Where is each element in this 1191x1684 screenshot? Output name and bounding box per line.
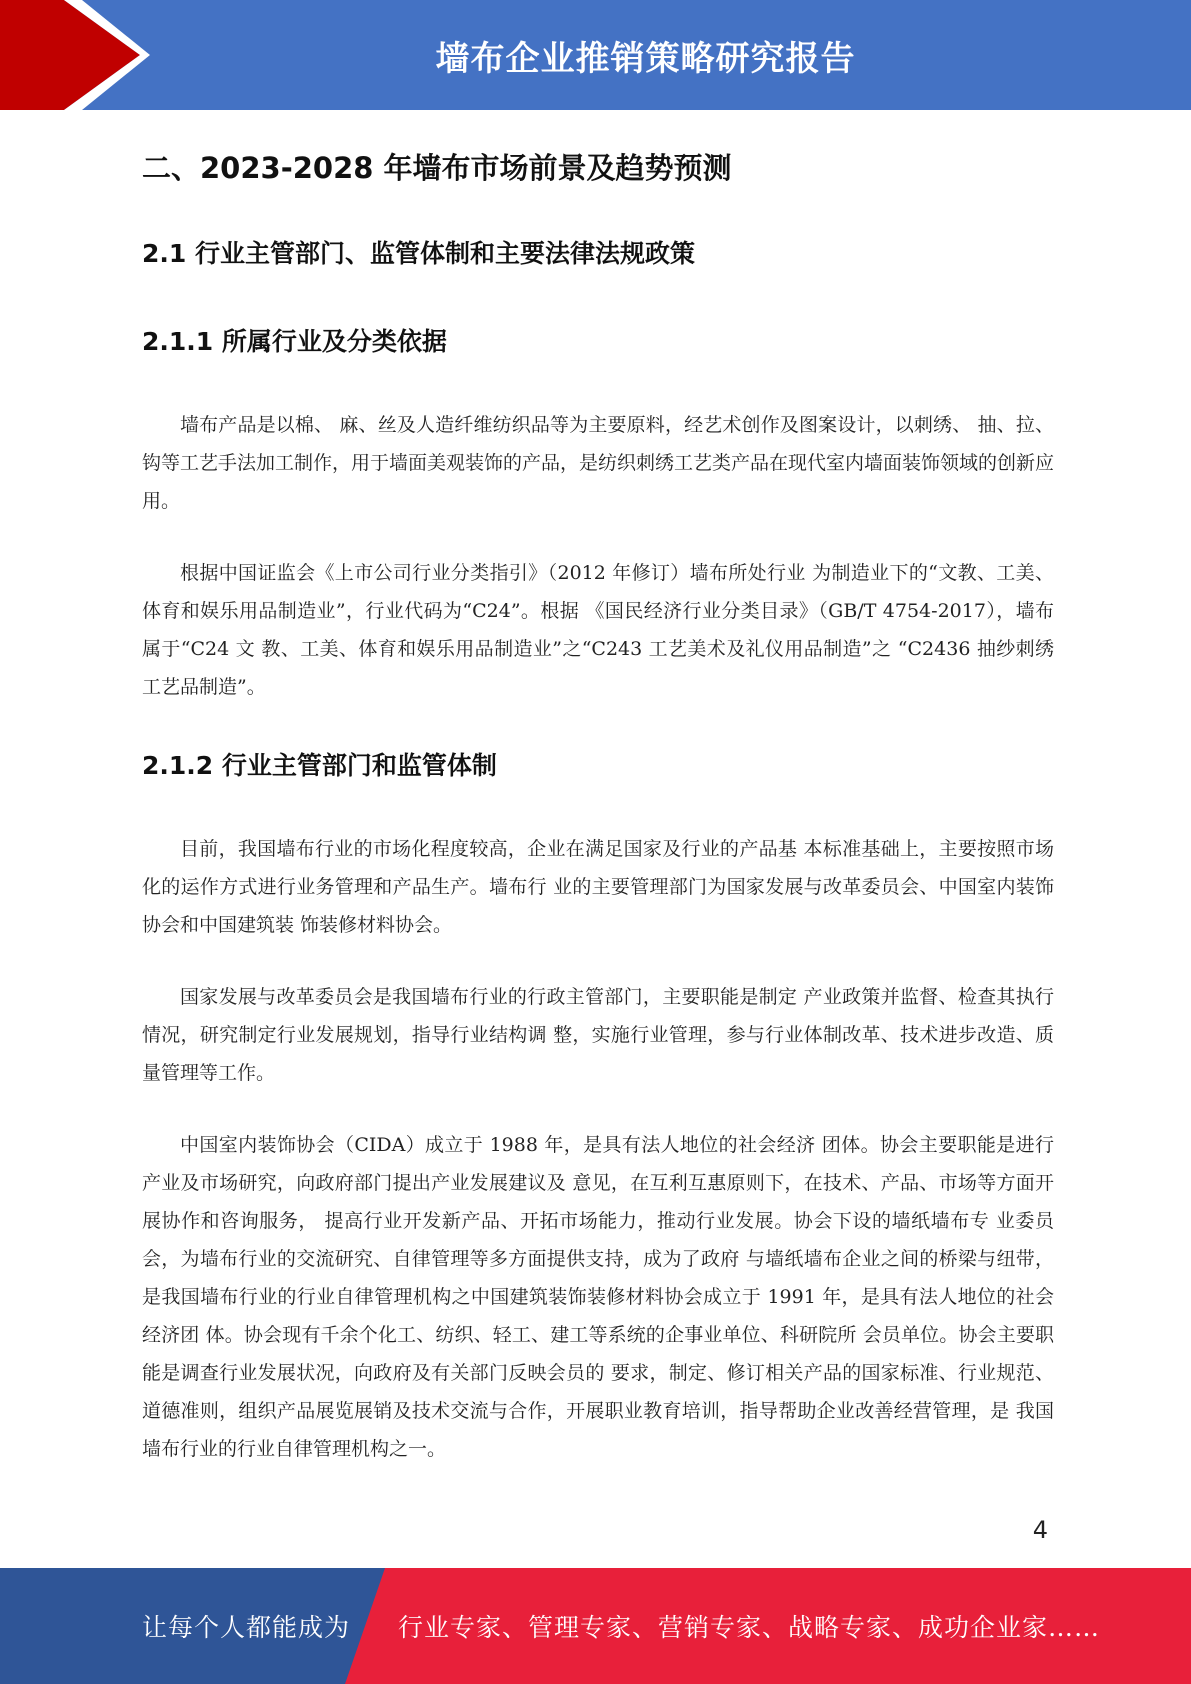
report-title: 墙布企业推销策略研究报告	[435, 38, 856, 79]
header-band	[0, 0, 1191, 110]
paragraph: 国家发展与改革委员会是我国墙布行业的行政主管部门，主要职能是制定 产业政策并监督、检查其执行情况，研究制定行业发展规划，指导行业结构调 整，实施行业管理，参与行业体制改革、技术进步改造、质量管理等工作。	[142, 986, 1054, 1084]
paragraph: 中国室内装饰协会（CIDA）成立于 1988 年，是具有法人地位的社会经济 团体。协会主要职能是进行产业及市场研究，向政府部门提出产业发展建议及 意见，在互利互惠原则下，在技术、产品、市场等方面开展协作和咨询服务， 提高行业开发新产品、开拓市场能力，推动行业发展。协会下设的墙纸墙布专 业委员会，为墙布行业的交流研究、自律管理等多方面提供支持，成为了政府 与墙纸墙布企业之间的桥梁与纽带，是我国墙布行业的行业自律管理机构之中国建筑装饰装修材料协会成立于 1991 年，是具有法人地位的社会经济团 体。协会现有千余个化工、纺织、轻工、建工等系统的企事业单位、科研院所 会员单位。协会主要职能是调查行业发展状况，向政府及有关部门反映会员的 要求，制定、修订相关产品的国家标准、行业规范、道德准则，组织产品展览展销及技术交流与合作，开展职业教育培训，指导帮助企业改善经营管理，是 我国墙布行业的行业自律管理机构之一。	[142, 1134, 1054, 1460]
footer-slogan-right: 行业专家、管理专家、营销专家、战略专家、成功企业家……	[398, 1613, 1101, 1642]
page-number: 4	[1032, 1516, 1048, 1544]
section-title: 二、2023-2028 年墙布市场前景及趋势预测	[142, 151, 732, 185]
footer-band	[0, 1568, 1191, 1684]
paragraph: 根据中国证监会《上市公司行业分类指引》（2012 年修订）墙布所处行业 为制造业下的“文教、工美、体育和娱乐用品制造业”，行业代码为“C24”。根据 《国民经济行业分类目录》（GB/T 4754-2017），墙布属于“C24 文 教、工美、体育和娱乐用品制造业”之“C243 工艺美术及礼仪用品制造”之 “C2436 抽纱刺绣工艺品制造”。	[142, 562, 1054, 698]
paragraph: 目前，我国墙布行业的市场化程度较高，企业在满足国家及行业的产品基 本标准基础上，主要按照市场化的运作方式进行业务管理和产品生产。墙布行 业的主要管理部门为国家发展与改革委员会、中国室内装饰协会和中国建筑装 饰装修材料协会。	[142, 838, 1054, 936]
subsection-2-1-1-title: 2.1.1 所属行业及分类依据	[142, 327, 447, 356]
footer-slogan-left: 让每个人都能成为	[142, 1613, 351, 1642]
main-content	[142, 136, 1054, 1468]
subsection-title: 2.1 行业主管部门、监管体制和主要法律法规政策	[142, 239, 695, 268]
subsection-2-1-2-title: 2.1.2 行业主管部门和监管体制	[142, 751, 497, 780]
paragraph: 墙布产品是以棉、 麻、丝及人造纤维纺织品等为主要原料，经艺术创作及图案设计，以刺绣、 抽、拉、钩等工艺手法加工制作，用于墙面美观装饰的产品，是纺织刺绣工艺类产品在现代室内墙面装饰领域的创新应用。	[142, 414, 1055, 512]
